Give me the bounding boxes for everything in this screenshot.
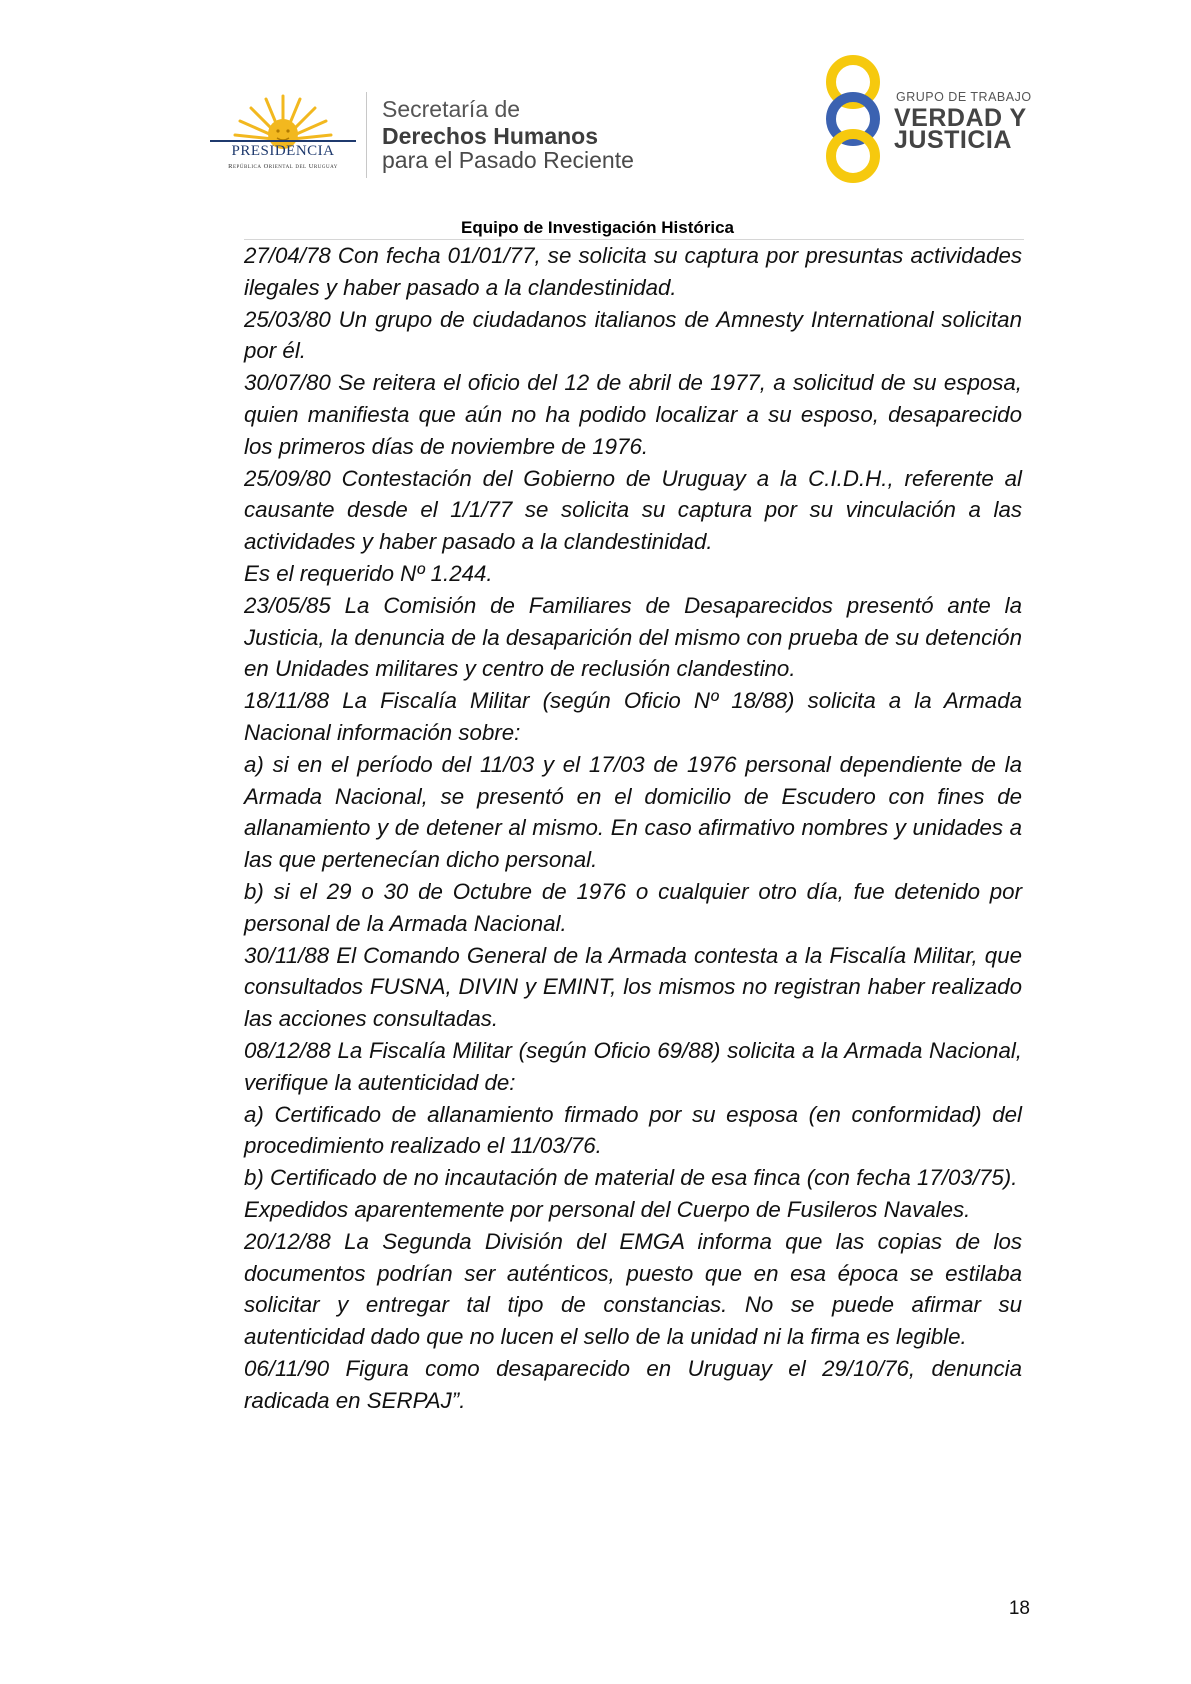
paragraph: b) Certificado de no incautación de material de esa finca (con fecha 17/03/75). [244,1165,1018,1191]
secretaria-line-2: Derechos Humanos [382,123,599,149]
header-divider [366,92,367,178]
grupo-de-trabajo-label: GRUPO DE TRABAJO [896,90,1032,104]
verdad-justicia-rings-logo [818,54,888,184]
paragraph: 18/11/88 La Fiscalía Militar (según Oficio Nº 18/88) solicita a la Armada Nacional información sobre: [244,688,1022,745]
paragraph: 30/07/80 Se reitera el oficio del 12 de abril de 1977, a solicitud de su esposa, quien manifiesta que aún no ha podido localizar a su esposo, desaparecido los primeros días de noviembre de 1976. [244,370,1022,459]
paragraph: 06/11/90 Figura como desaparecido en Uruguay el 29/10/76, denuncia radicada en SERPAJ”. [244,1355,1022,1413]
paragraph: Es el requerido Nº 1.244. [244,560,493,586]
document-body [244,240,1022,1416]
secretaria-line-3: para el Pasado Reciente [382,147,634,173]
verdad-label: VERDAD Y [894,104,1027,132]
paragraph: 23/05/85 La Comisión de Familiares de Desaparecidos presentó ante la Justicia, la denuncia de la desaparición del mismo con prueba de su detención en Unidades militares y centro de reclusión clandestino. [244,592,1022,682]
paragraph: 25/09/80 Contestación del Gobierno de Uruguay a la C.I.D.H., referente al causante desde el 1/1/77 se solicita su captura por su vinculación a las actividades y haber pasado a la clandestinidad. [244,465,1022,555]
team-title: Equipo de Investigación Histórica [461,218,734,237]
paragraph: 08/12/88 La Fiscalía Militar (según Oficio 69/88) solicita a la Armada Nacional, verifique la autenticidad de: [244,1037,1022,1095]
secretaria-line-1: Secretaría de [382,96,521,122]
justicia-label: JUSTICIA [894,126,1012,154]
page-number: 18 [1008,1598,1030,1619]
paragraph: 30/11/88 El Comando General de la Armada contesta a la Fiscalía Militar, que consultados FUSNA, DIVIN y EMINT, los mismos no registran haber realizado las acciones consultadas. [244,942,1022,1032]
paragraph: a) si en el período del 11/03 y el 17/03 de 1976 personal dependiente de la Armada Nacional, se presentó en el domicilio de Escudero con fines de allanamiento y de detener al mismo. En caso afirmativo nombres y unidades a las que pertenecían dicho personal. [244,751,1022,873]
paragraph: 20/12/88 La Segunda División del EMGA informa que las copias de los documentos podrían ser auténticos, puesto que en esa época se estilaba solicitar y entregar tal tipo de constancias. No se puede afirmar su autenticidad dado que no lucen el sello de la unidad ni la firma es legible. [244,1228,1022,1350]
paragraph: b) si el 29 o 30 de Octubre de 1976 o cualquier otro día, fue detenido por personal de la Armada Nacional. [244,878,1022,936]
paragraph: a) Certificado de allanamiento firmado por su esposa (en conformidad) del procedimiento realizado el 11/03/76. [244,1101,1022,1159]
presidencia-subtitle: República Oriental del Uruguay [228,163,338,170]
paragraph: 25/03/80 Un grupo de ciudadanos italianos de Amnesty International solicitan por él. [244,306,1022,364]
page-header [0,0,1191,240]
presidencia-name: PRESIDENCIA [231,143,335,159]
paragraph: 27/04/78 Con fecha 01/01/77, se solicita su captura por presuntas actividades ilegales y haber pasado a la clandestinidad. [244,243,1022,300]
paragraph: Expedidos aparentemente por personal del Cuerpo de Fusileros Navales. [244,1196,971,1222]
